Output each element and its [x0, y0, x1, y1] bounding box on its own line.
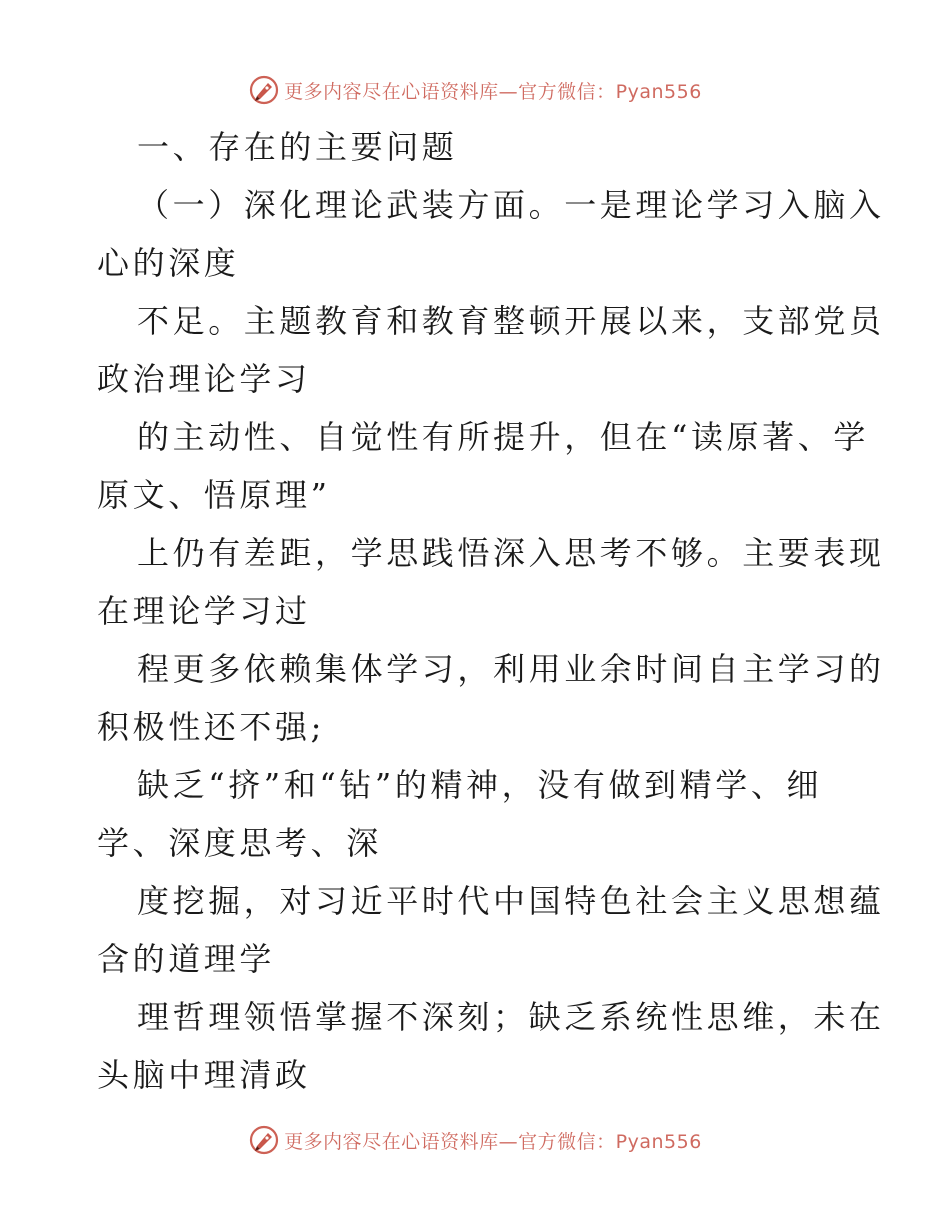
pen-nib-logo-icon — [248, 1124, 280, 1156]
paragraph-line: （一）深化理论武装方面。一是理论学习入脑入 — [137, 186, 885, 224]
header-banner — [0, 70, 950, 110]
paragraph-line: 不足。主题教育和教育整顿开展以来，支部党员 — [137, 302, 885, 340]
paragraph-line: 理哲理领悟掌握不深刻；缺乏系统性思维，未在 — [137, 998, 885, 1036]
paragraph-line: 缺乏“挤”和“钻”的精神，没有做到精学、细 — [137, 766, 823, 804]
paragraph-line: 在理论学习过 — [97, 592, 311, 630]
paragraph-line: 原文、悟原理” — [97, 476, 331, 514]
footer-banner — [0, 1120, 950, 1160]
paragraph-line: 政治理论学习 — [97, 360, 311, 398]
paragraph-line: 的主动性、自觉性有所提升，但在“读原著、学 — [137, 418, 869, 456]
paragraph-line: 程更多依赖集体学习，利用业余时间自主学习的 — [137, 650, 885, 688]
paragraph-line: 度挖掘，对习近平时代中国特色社会主义思想蕴 — [137, 882, 885, 920]
pen-nib-logo-icon — [248, 74, 280, 106]
paragraph-line: 含的道理学 — [97, 940, 276, 978]
document-body — [97, 118, 885, 1104]
paragraph-line: 积极性还不强; — [97, 708, 325, 746]
paragraph-line: 心的深度 — [97, 244, 240, 282]
footer-banner-text: 更多内容尽在心语资料库—官方微信：Pyan556 — [284, 1130, 702, 1153]
paragraph-line: 上仍有差距，学思践悟深入思考不够。主要表现 — [137, 534, 885, 572]
header-banner-text: 更多内容尽在心语资料库—官方微信：Pyan556 — [284, 80, 702, 103]
paragraph-line: 头脑中理清政 — [97, 1056, 311, 1094]
paragraph-line: 学、深度思考、深 — [97, 824, 382, 862]
section-heading: 一、存在的主要问题 — [137, 128, 458, 166]
